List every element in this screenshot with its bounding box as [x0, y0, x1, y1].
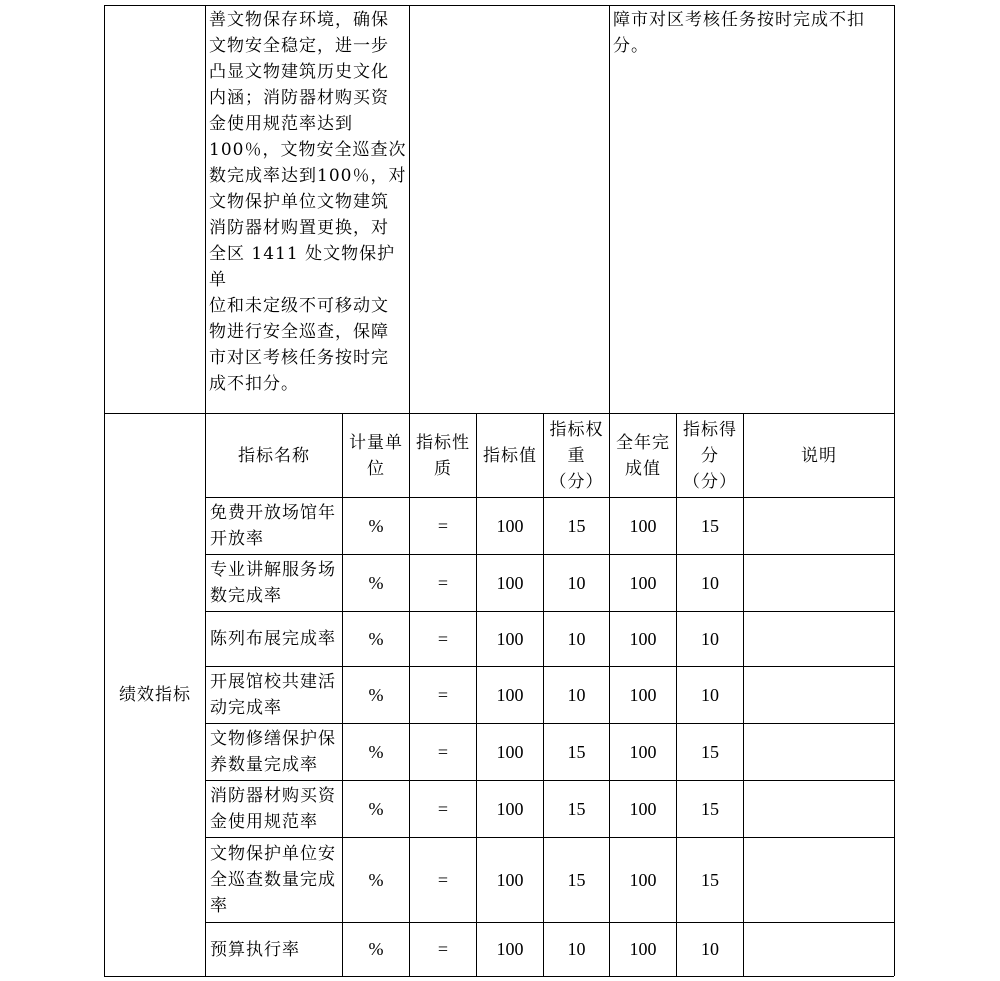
table-row-nature: = [437, 939, 449, 959]
header-name: 指标名称 [238, 445, 310, 466]
table-row-score: 15 [701, 515, 719, 536]
table-row-name: 文物修缮保护保养数量完成率 [210, 729, 336, 775]
table-row-score: 10 [701, 684, 719, 705]
table-row-actual: 100 [629, 741, 657, 762]
table-row-actual: 100 [629, 939, 657, 959]
table-row-nature: = [437, 869, 449, 890]
table-row-nature: = [437, 684, 449, 705]
table-row-note [744, 667, 894, 723]
table-row-value: 100 [496, 628, 524, 649]
table-row-name: 开展馆校共建活动完成率 [210, 672, 336, 718]
header-score: 指标得分（分） [683, 419, 737, 492]
goal-completion-text: 障市对区考核任务按时完成不扣 分。 [613, 10, 865, 56]
header-weight: 指标权重（分） [549, 419, 604, 492]
header-note: 说明 [801, 445, 837, 466]
table-row-weight: 15 [567, 798, 586, 819]
table-row-note [744, 498, 894, 554]
table-row-note [744, 838, 894, 922]
table-row-note [744, 555, 894, 611]
table-row-name: 消防器材购买资金使用规范率 [210, 786, 336, 832]
table-row-unit: % [368, 628, 384, 649]
table-row-nature: = [437, 515, 449, 536]
table-row-unit: % [368, 684, 384, 705]
table-row-score: 10 [701, 572, 719, 593]
table-row-name: 专业讲解服务场数完成率 [210, 560, 336, 606]
table-row-unit: % [368, 869, 384, 890]
table-row-weight: 10 [567, 939, 586, 959]
table-row-unit: % [368, 939, 384, 959]
table-row-note [744, 612, 894, 666]
table-row-weight: 10 [567, 572, 586, 593]
header-unit: 计量单位 [349, 432, 403, 479]
table-row-score: 10 [701, 939, 719, 959]
table-row-unit: % [368, 515, 384, 536]
table-row-weight: 15 [567, 741, 586, 762]
table-row-actual: 100 [629, 798, 657, 819]
table-row-note [744, 724, 894, 780]
table-row-weight: 10 [567, 628, 586, 649]
table-row-actual: 100 [629, 869, 657, 890]
table-row-value: 100 [496, 572, 524, 593]
table-row-score: 15 [701, 741, 719, 762]
header-nature: 指标性质 [416, 432, 470, 479]
header-actual: 全年完成值 [616, 432, 670, 479]
table-row-note [744, 923, 894, 976]
table-row-actual: 100 [629, 515, 657, 536]
table-row-unit: % [368, 741, 384, 762]
table-row-value: 100 [496, 741, 524, 762]
table-row-name: 文物保护单位安全巡查数量完成率 [210, 844, 336, 916]
table-row-value: 100 [496, 939, 524, 959]
table-row-nature: = [437, 798, 449, 819]
table-row-score: 10 [701, 628, 719, 649]
table-row-name: 免费开放场馆年开放率 [210, 503, 336, 549]
table-row-value: 100 [496, 869, 524, 890]
table-row-value: 100 [496, 798, 524, 819]
goal-description-text: 善文物保存环境，确保 文物安全稳定，进一步 凸显文物建筑历史文化 内涵；消防器材购买资 金使用规范率达到 100％，文物安全巡查次 数完成率达到100％，对 文物保护单位文物建筑 消防器材购置更换，对 全区 1411 处文物保护单 位和未定级不可移动文 物进行安全巡查，保障 市对区考核任务按时完 成不扣分。 [209, 10, 407, 394]
table-row-nature: = [437, 572, 449, 593]
table-row-actual: 100 [629, 572, 657, 593]
table-row-score: 15 [701, 869, 719, 890]
table-row-unit: % [368, 798, 384, 819]
table-row-name: 预算执行率 [210, 939, 300, 960]
table-row-unit: % [368, 572, 384, 593]
table-row-value: 100 [496, 684, 524, 705]
table-row-score: 15 [701, 798, 719, 819]
section-label: 绩效指标 [119, 685, 191, 705]
table-row-nature: = [437, 628, 449, 649]
table-row-nature: = [437, 741, 449, 762]
header-value: 指标值 [483, 445, 537, 466]
table-row-note [744, 781, 894, 837]
table-row-actual: 100 [629, 628, 657, 649]
table-row-weight: 10 [567, 684, 586, 705]
table-row-name: 陈列布展完成率 [210, 629, 336, 649]
table-row-value: 100 [496, 515, 524, 536]
table-row-weight: 15 [567, 515, 586, 536]
table-row-actual: 100 [629, 684, 657, 705]
table-row-weight: 15 [567, 869, 586, 890]
